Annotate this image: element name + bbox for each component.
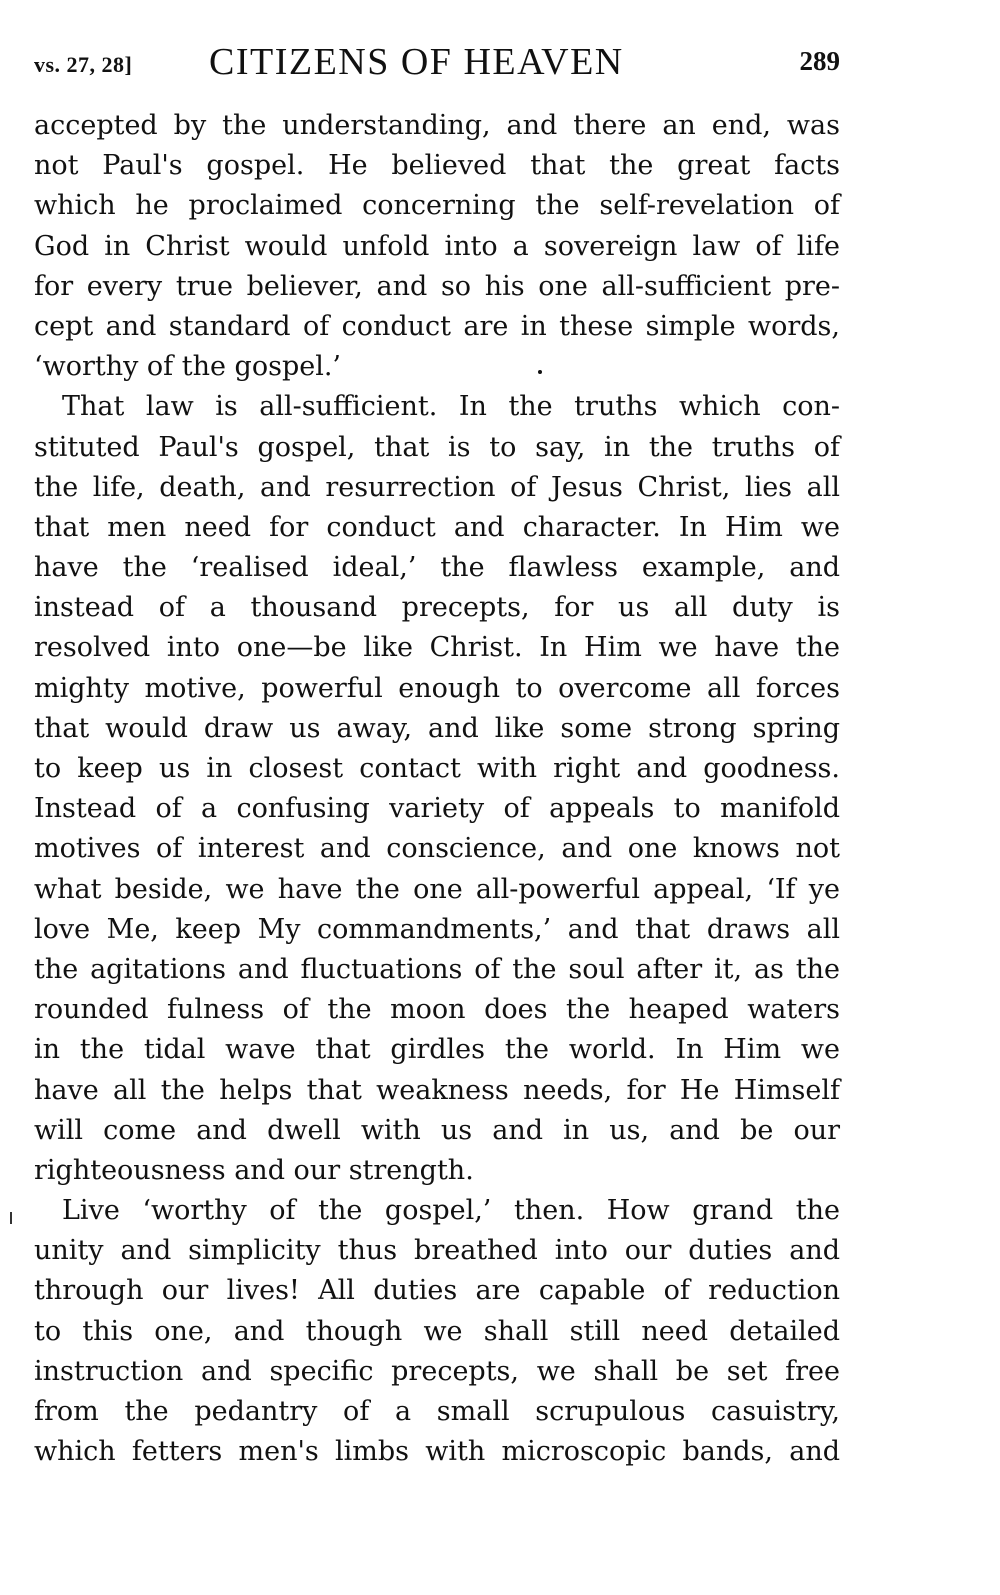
text-line: instead of a thousand precepts, for us all duty is bbox=[34, 592, 840, 624]
paragraph-2 bbox=[34, 387, 840, 1191]
text-line: that men need for conduct and character. In Him we bbox=[34, 511, 840, 543]
chapter-title: CITIZENS OF HEAVEN bbox=[209, 41, 624, 83]
text-line: to keep us in closest contact with right and goodness. bbox=[34, 753, 840, 784]
text-line: have the ‘realised ideal,’ the flawless example, and bbox=[34, 552, 840, 584]
ink-speck bbox=[538, 370, 542, 374]
text-line: resolved into one—be like Christ. In Him we have the bbox=[34, 632, 840, 664]
text-line: righteousness and our strength. bbox=[34, 1154, 474, 1186]
text-line: the agitations and fluctuations of the soul after it, as the bbox=[34, 953, 840, 985]
text-line: That law is all-sufficient. In the truths which con- bbox=[62, 391, 840, 423]
text-line: have all the helps that weakness needs, for He Himself bbox=[34, 1074, 840, 1106]
body-text bbox=[34, 106, 840, 1472]
text-line: mighty motive, powerful enough to overcome all forces bbox=[34, 672, 840, 704]
text-line: the life, death, and resurrection of Jesus Christ, lies all bbox=[34, 471, 840, 503]
text-line: will come and dwell with us and in us, and be our bbox=[34, 1114, 840, 1146]
paragraph-3 bbox=[34, 1191, 840, 1472]
text-line: which he proclaimed concerning the self-revelation of bbox=[34, 190, 840, 222]
text-line: Instead of a confusing variety of appeals to manifold bbox=[34, 793, 840, 825]
text-line: rounded fulness of the moon does the heaped waters bbox=[34, 994, 840, 1026]
book-page bbox=[34, 40, 840, 1472]
text-line: through our lives! All duties are capable of reduction bbox=[34, 1275, 840, 1307]
text-line: from the pedantry of a small scrupulous casuistry, bbox=[34, 1396, 840, 1427]
text-line: motives of interest and conscience, and one knows not bbox=[34, 833, 840, 865]
text-line: love Me, keep My commandments,’ and that draws all bbox=[34, 913, 840, 945]
paragraph-1 bbox=[34, 106, 840, 387]
running-head bbox=[34, 40, 840, 92]
text-line: what beside, we have the one all-powerful appeal, ‘If ye bbox=[34, 873, 840, 905]
text-line: to this one, and though we shall still need detailed bbox=[34, 1315, 840, 1347]
text-line: cept and standard of conduct are in these simple words, bbox=[34, 310, 840, 342]
page-number: 289 bbox=[799, 46, 840, 76]
verse-reference: vs. 27, 28] bbox=[34, 52, 133, 77]
text-line: not Paul's gospel. He believed that the great facts bbox=[34, 150, 840, 182]
margin-mark bbox=[10, 1212, 12, 1224]
text-line: Live ‘worthy of the gospel,’ then. How grand the bbox=[62, 1195, 840, 1227]
text-line: God in Christ would unfold into a sovereign law of life bbox=[34, 230, 840, 262]
text-line: that would draw us away, and like some strong spring bbox=[34, 712, 840, 744]
text-line: for every true believer, and so his one all-sufficient pre- bbox=[34, 270, 840, 302]
text-line: instruction and specific precepts, we shall be set free bbox=[34, 1355, 840, 1387]
text-line: in the tidal wave that girdles the world. In Him we bbox=[34, 1034, 840, 1066]
text-line: unity and simplicity thus breathed into our duties and bbox=[34, 1235, 840, 1267]
text-line: ‘worthy of the gospel.’ bbox=[34, 351, 342, 383]
text-line: which fetters men's limbs with microscopic bands, and bbox=[34, 1436, 840, 1468]
text-line: stituted Paul's gospel, that is to say, in the truths of bbox=[34, 431, 840, 463]
text-line: accepted by the understanding, and there an end, was bbox=[34, 110, 840, 141]
